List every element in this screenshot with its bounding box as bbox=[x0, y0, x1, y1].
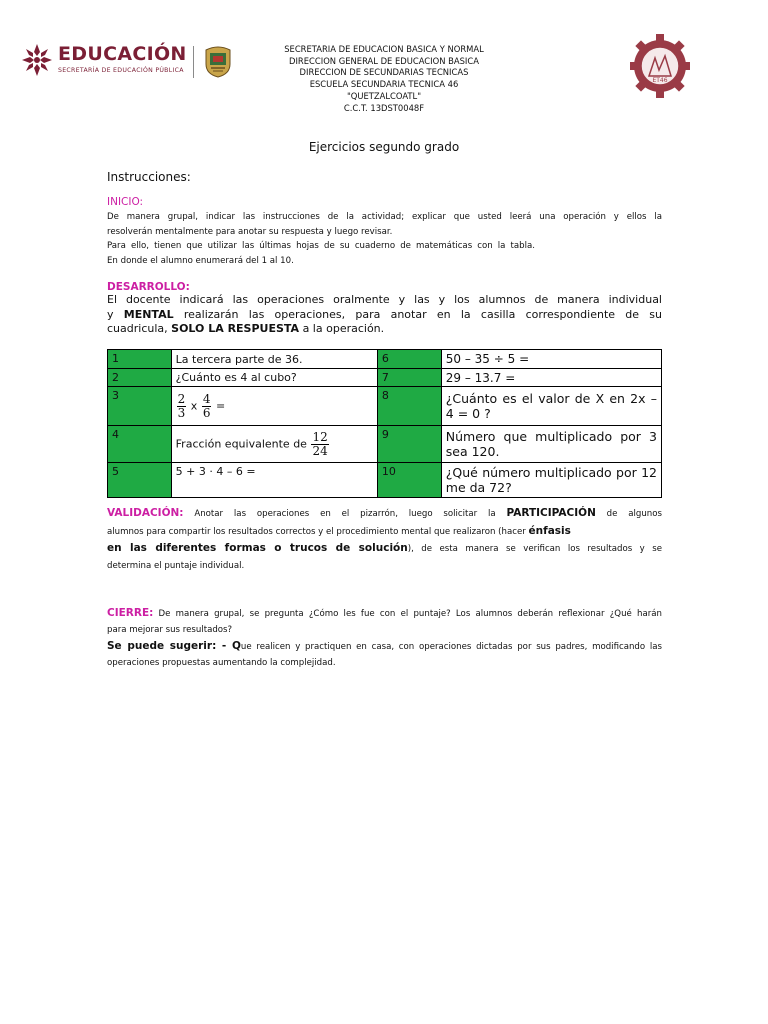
validacion-line bbox=[107, 540, 662, 558]
exercise-question: 5 + 3 · 4 – 6 = bbox=[171, 463, 377, 498]
exercise-number: 4 bbox=[108, 426, 172, 463]
desarrollo-line bbox=[107, 308, 662, 323]
exercise-number: 7 bbox=[377, 369, 441, 387]
inicio-line: En donde el alumno enumerará del 1 al 10. bbox=[107, 255, 294, 266]
fraction bbox=[177, 393, 187, 420]
text-run: Fracción equivalente de bbox=[175, 437, 311, 450]
exercise-number: 1 bbox=[108, 350, 172, 369]
page-title: Ejercicios segundo grado bbox=[308, 140, 460, 154]
desarrollo-line bbox=[107, 322, 662, 337]
exercise-question: 50 – 35 ÷ 5 = bbox=[441, 350, 661, 369]
fraction bbox=[311, 431, 328, 458]
fraction bbox=[202, 393, 212, 420]
operator: x bbox=[190, 399, 198, 412]
exercise-number: 9 bbox=[377, 426, 441, 463]
exercise-question: ¿Cuánto es el valor de X en 2x – 4 = 0 ? bbox=[441, 387, 661, 426]
exercise-number: 10 bbox=[377, 463, 441, 498]
exercise-number: 2 bbox=[108, 369, 172, 387]
text-run: alumnos para compartir los resultados correctos y el procedimiento mental que realizaron (hacer bbox=[107, 526, 529, 537]
text-run: realizarán las operaciones, para anotar en la casilla correspondiente de su bbox=[173, 307, 662, 321]
fraction-denominator: 24 bbox=[312, 443, 328, 458]
school-line-1: SECRETARIA DE EDUCACION BASICA Y NORMAL bbox=[284, 44, 484, 54]
text-run: De manera grupal, se pregunta ¿Cómo les fue con el puntaje? Los alumnos deberán reflexionar ¿Qué harán bbox=[153, 609, 662, 619]
exercise-question: ¿Qué número multiplicado por 12 me da 72? bbox=[441, 463, 661, 498]
exercises-table bbox=[107, 349, 662, 498]
text-run: ue realicen y practiquen en casa, con operaciones dictadas por sus padres, modificando las bbox=[240, 642, 663, 652]
sugerir-label: Se puede sugerir: - Q bbox=[107, 640, 241, 652]
exercise-question: ¿Cuánto es 4 al cubo? bbox=[171, 369, 377, 387]
table-row bbox=[108, 387, 662, 426]
cierre-heading: CIERRE: bbox=[107, 607, 154, 619]
validacion-line: determina el puntaje individual. bbox=[107, 560, 245, 571]
cierre-line bbox=[107, 605, 662, 622]
instructions-label: Instrucciones: bbox=[107, 170, 191, 184]
emphasis-enfasis: énfasis bbox=[528, 524, 571, 537]
school-gear-emblem-icon bbox=[629, 30, 691, 100]
text-run: de algunos bbox=[595, 509, 662, 519]
inicio-body bbox=[107, 210, 662, 268]
cierre-section bbox=[107, 605, 662, 671]
inicio-line: Para ello, tienen que utilizar las últimas hojas de su cuaderno de matemáticas con la tabla. bbox=[107, 241, 535, 252]
inicio-line: resolverán mentalmente para anotar su respuesta y luego revisar. bbox=[107, 226, 393, 237]
school-line-5: "QUETZALCOATL" bbox=[346, 90, 422, 101]
exercise-number: 5 bbox=[108, 463, 172, 498]
validacion-line bbox=[107, 523, 662, 541]
state-coat-of-arms-icon bbox=[203, 44, 233, 78]
exercise-number: 8 bbox=[377, 387, 441, 426]
text-run: Anotar las operaciones en el pizarrón, luego solicitar la bbox=[183, 509, 507, 519]
table-row bbox=[108, 463, 662, 498]
fraction-numerator: 2 bbox=[177, 391, 186, 406]
fraction-denominator: 6 bbox=[202, 405, 211, 420]
inicio-line: De manera grupal, indicar las instrucciones de la actividad; explicar que usted leerá una operación y ellos la bbox=[107, 212, 662, 222]
school-line-4: ESCUELA SECUNDARIA TECNICA 46 bbox=[309, 79, 459, 90]
logo-divider bbox=[193, 46, 194, 78]
logo-wordmark: EDUCACIÓN bbox=[58, 43, 187, 65]
desarrollo-line: El docente indicará las operaciones oralmente y las y los alumnos de manera individual bbox=[107, 293, 662, 306]
exercise-number: 6 bbox=[377, 350, 441, 369]
table-row bbox=[108, 369, 662, 387]
fraction-numerator: 4 bbox=[202, 391, 211, 406]
emphasis-participacion: PARTICIPACIÓN bbox=[506, 507, 596, 519]
fraction-numerator: 12 bbox=[312, 429, 328, 444]
exercise-number: 3 bbox=[108, 387, 172, 426]
emphasis-mental: MENTAL bbox=[123, 307, 174, 321]
validacion-line bbox=[107, 505, 662, 523]
emphasis-solo-respuesta: SOLO LA RESPUESTA bbox=[171, 322, 300, 335]
operator: = bbox=[215, 399, 226, 412]
exercise-question: Número que multiplicado por 3 sea 120. bbox=[441, 426, 661, 463]
desarrollo-body bbox=[107, 293, 662, 337]
flower-emblem-icon bbox=[20, 42, 54, 78]
cierre-line: para mejorar sus resultados? bbox=[107, 625, 233, 635]
exercise-question bbox=[171, 387, 377, 426]
text-run: ), de esta manera se verifican los resultados y se bbox=[407, 544, 662, 554]
emblem-text: ET46 bbox=[652, 77, 668, 84]
validacion-section bbox=[107, 505, 662, 574]
exercise-question: 29 – 13.7 = bbox=[441, 369, 661, 387]
school-line-2: DIRECCION GENERAL DE EDUCACION BASICA bbox=[289, 55, 479, 66]
cierre-line bbox=[107, 638, 662, 655]
inicio-heading: INICIO: bbox=[107, 196, 144, 208]
exercise-question: La tercera parte de 36. bbox=[171, 350, 377, 369]
exercise-question bbox=[171, 426, 377, 463]
desarrollo-heading: DESARROLLO: bbox=[107, 281, 190, 293]
cierre-line: operaciones propuestas aumentando la complejidad. bbox=[107, 658, 336, 668]
school-line-3: DIRECCION DE SECUNDARIAS TECNICAS bbox=[299, 67, 469, 78]
table-row bbox=[108, 426, 662, 463]
logo-subtitle: SECRETARÍA DE EDUCACIÓN PÚBLICA bbox=[58, 67, 184, 74]
school-line-6: C.C.T. 13DST0048F bbox=[343, 102, 425, 113]
emphasis-formas: en las diferentes formas o trucos de solución bbox=[107, 542, 408, 554]
text-run: a la operación. bbox=[299, 322, 385, 335]
text-run: cuadricula, bbox=[107, 322, 172, 335]
validacion-heading: VALIDACIÓN: bbox=[107, 507, 184, 519]
educacion-logo bbox=[20, 42, 196, 80]
fraction-denominator: 3 bbox=[177, 405, 186, 420]
text-run: y bbox=[107, 307, 124, 321]
table-row bbox=[108, 350, 662, 369]
school-header bbox=[234, 44, 534, 114]
